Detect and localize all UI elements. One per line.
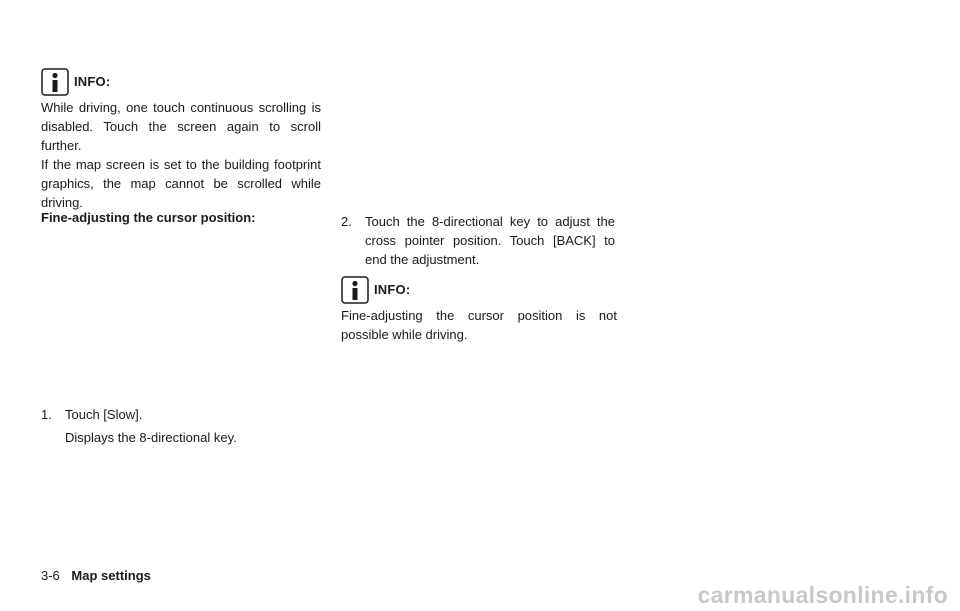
info-paragraph: If the map screen is set to the building footprint graphics, the map cannot be scrolled while driving.	[41, 157, 321, 210]
step-text: Touch [Slow].	[65, 407, 143, 422]
info-paragraph: Fine-adjusting the cursor position is not possible while driving.	[341, 308, 617, 342]
info-icon	[341, 276, 369, 304]
info-label: INFO:	[74, 74, 111, 89]
section-title: Map settings	[71, 568, 151, 583]
step-1	[41, 405, 321, 424]
step-number: 1.	[41, 407, 52, 422]
section-heading: Fine-adjusting the cursor position:	[41, 210, 256, 225]
info-paragraph: While driving, one touch continuous scrolling is disabled. Touch the screen again to scroll further.	[41, 100, 321, 153]
step-number: 2.	[341, 214, 352, 229]
step-description: Displays the 8-directional key.	[65, 430, 237, 445]
info-icon	[41, 68, 69, 96]
watermark: carmanualsonline.info	[697, 582, 948, 608]
page-number: 3-6	[41, 568, 60, 583]
page-footer	[41, 568, 151, 583]
step-text: Touch the 8-directional key to adjust the cross pointer position. Touch [BACK] to end the adjustment.	[365, 214, 615, 267]
info-label: INFO:	[374, 282, 411, 297]
step-2	[341, 212, 615, 269]
